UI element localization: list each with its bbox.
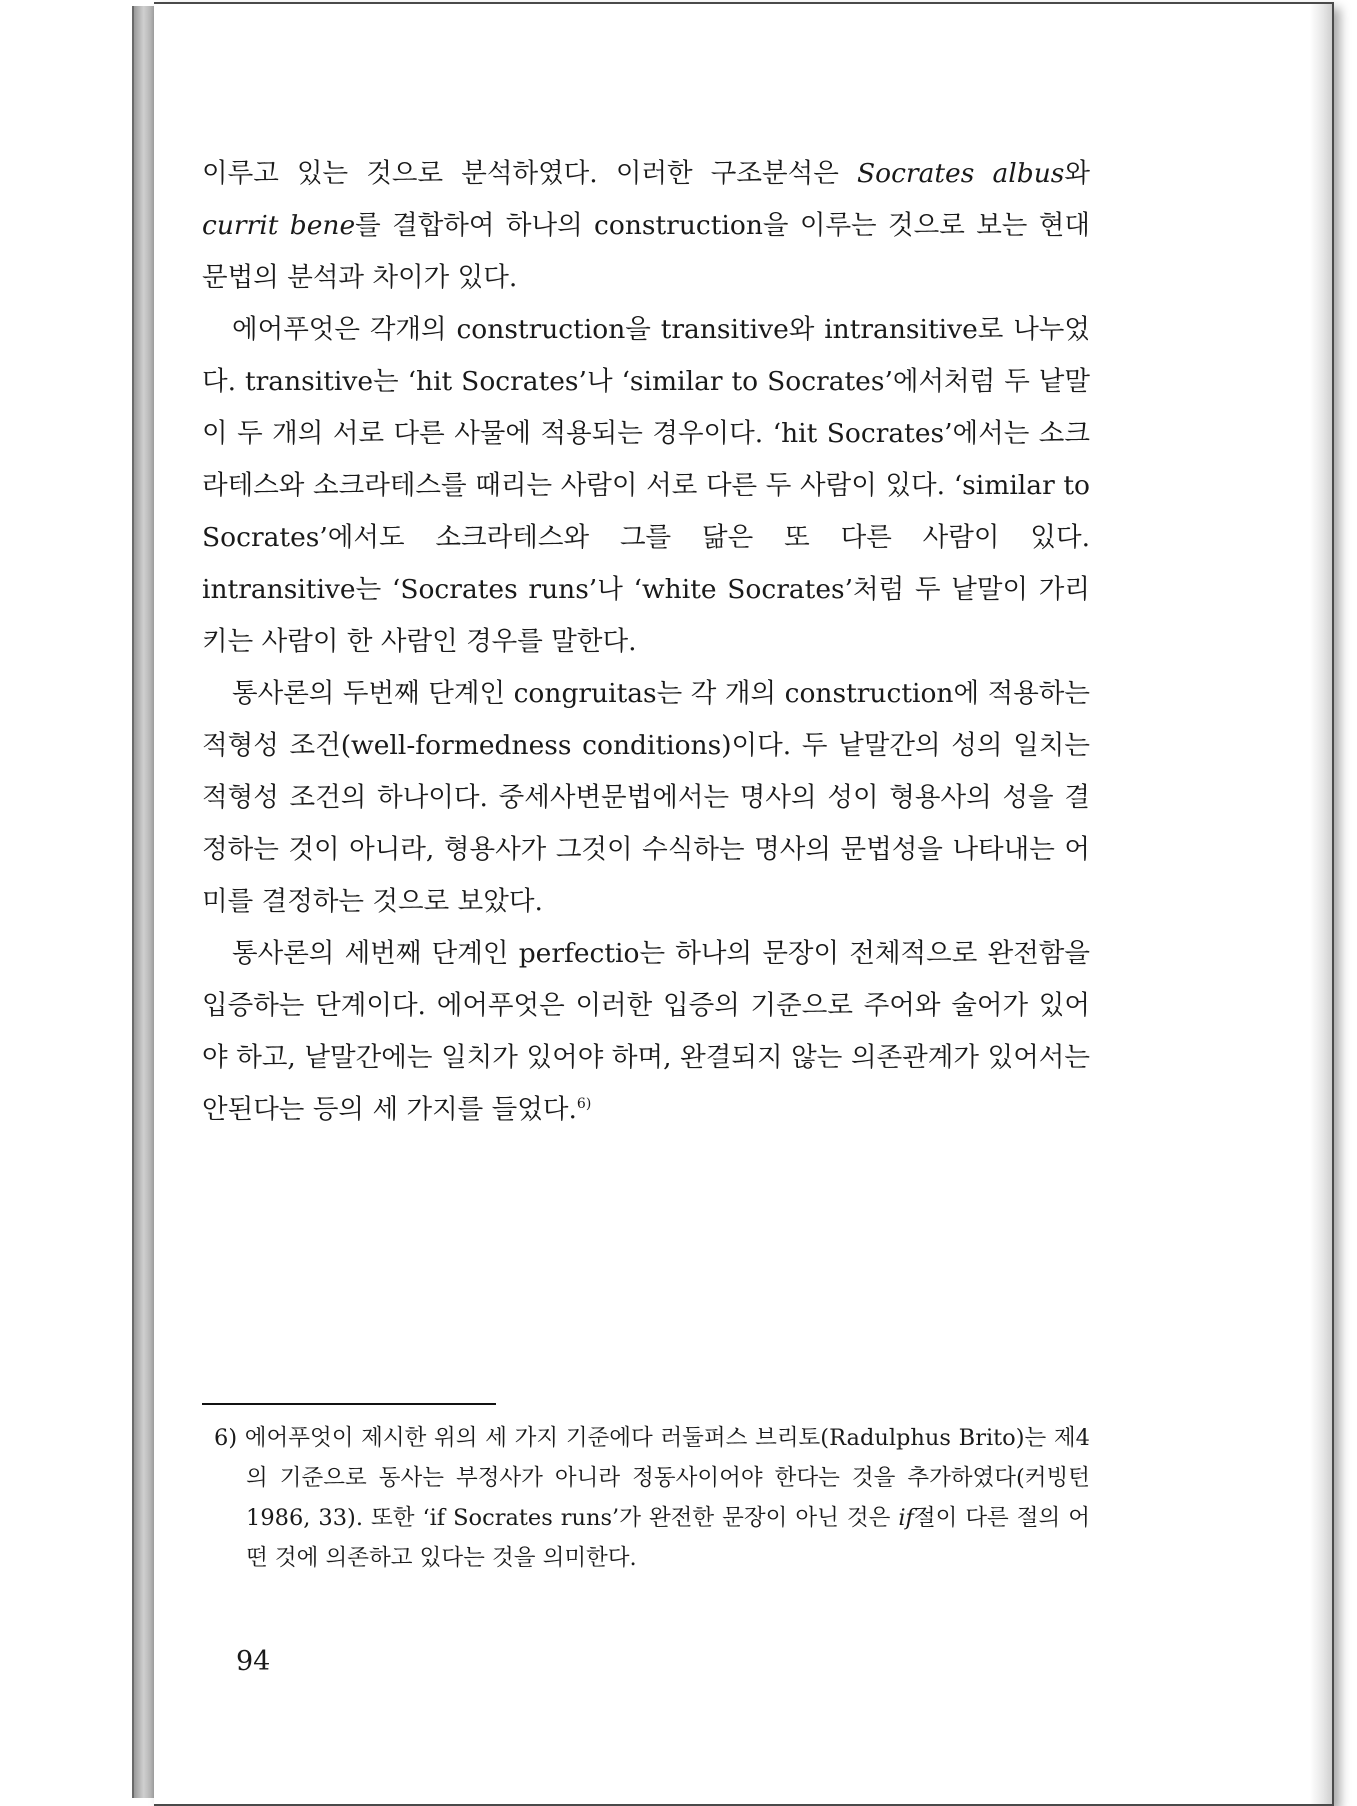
footnote-italic: if [898, 1505, 914, 1531]
footnote-part-2: 절이 다른 절의 어떤 것에 의존하고 있다는 것을 의미한다. [246, 1505, 1090, 1571]
paragraph-1-italic-1: Socrates albus [856, 158, 1065, 189]
paragraph-3: 통사론의 두번째 단계인 congruitas는 각 개의 construction에 적용하는 적형성 조건(well-formedness conditions)이다. 두 낱말간의 성의 일치는 적형성 조건의 하나이다. 중세사변문법에서는 명사의 성이 형용사의 성을 결정하는 것이 아니라, 형용사가 그것이 수식하는 명사의 문법성을 나타내는 어미를 결정하는 것으로 보았다. [202, 678, 1090, 917]
footnote-6 [202, 1418, 1090, 1578]
page-edge-shadow [1310, 4, 1332, 1804]
footnote-reference[interactable]: 6) [576, 1096, 592, 1113]
paragraph-1-part-2: 와 [1064, 158, 1090, 189]
page-number: 94 [236, 1646, 271, 1677]
paragraph-4-text: 통사론의 세번째 단계인 perfectio는 하나의 문장이 전체적으로 완전함을 입증하는 단계이다. 에어푸엇은 이러한 입증의 기준으로 주어와 술어가 있어야 하고, 낱말간에는 일치가 있어야 하며, 완결되지 않는 의존관계가 있어서는 안된다는 등의 세 가지를 들었다. [202, 938, 1090, 1125]
paragraph-4 [202, 928, 1090, 1136]
body-text [202, 148, 1090, 1136]
paragraph-1-italic-2: currit bene [202, 210, 356, 241]
footnote-part-1: 에어푸엇이 제시한 위의 세 가지 기준에다 러둘퍼스 브리토(Radulphus Brito)는 제4의 기준으로 동사는 부정사가 아니라 정동사이어야 한다는 것을 추가하였다(커빙턴 1986, 33). 또한 ‘if Socrates runs’가 완전한 문장이 아닌 것은 [237, 1425, 1090, 1531]
paragraph-2: 에어푸엇은 각개의 construction을 transitive와 intransitive로 나누었다. transitive는 ‘hit Socrates’나 ‘similar to Socrates’에서처럼 두 낱말이 두 개의 서로 다른 사물에 적용되는 경우이다. ‘hit Socrates’에서는 소크라테스와 소크라테스를 때리는 사람이 서로 다른 두 사람이 있다. ‘similar to Socrates’에서도 소크라테스와 그를 닮은 또 다른 사람이 있다. intransitive는 ‘Socrates runs’나 ‘white Socrates’처럼 두 낱말이 가리키는 사람이 한 사람인 경우를 말한다. [202, 314, 1090, 657]
paragraph-1-part-3: 를 결합하여 하나의 construction을 이루는 것으로 보는 현대 문법의 분석과 차이가 있다. [202, 210, 1090, 293]
paragraph-1-part-1: 이루고 있는 것으로 분석하였다. 이러한 구조분석은 [202, 158, 857, 189]
footnote-divider [202, 1403, 496, 1405]
paragraph-1 [202, 148, 1090, 304]
footnote-label: 6) [214, 1425, 238, 1451]
